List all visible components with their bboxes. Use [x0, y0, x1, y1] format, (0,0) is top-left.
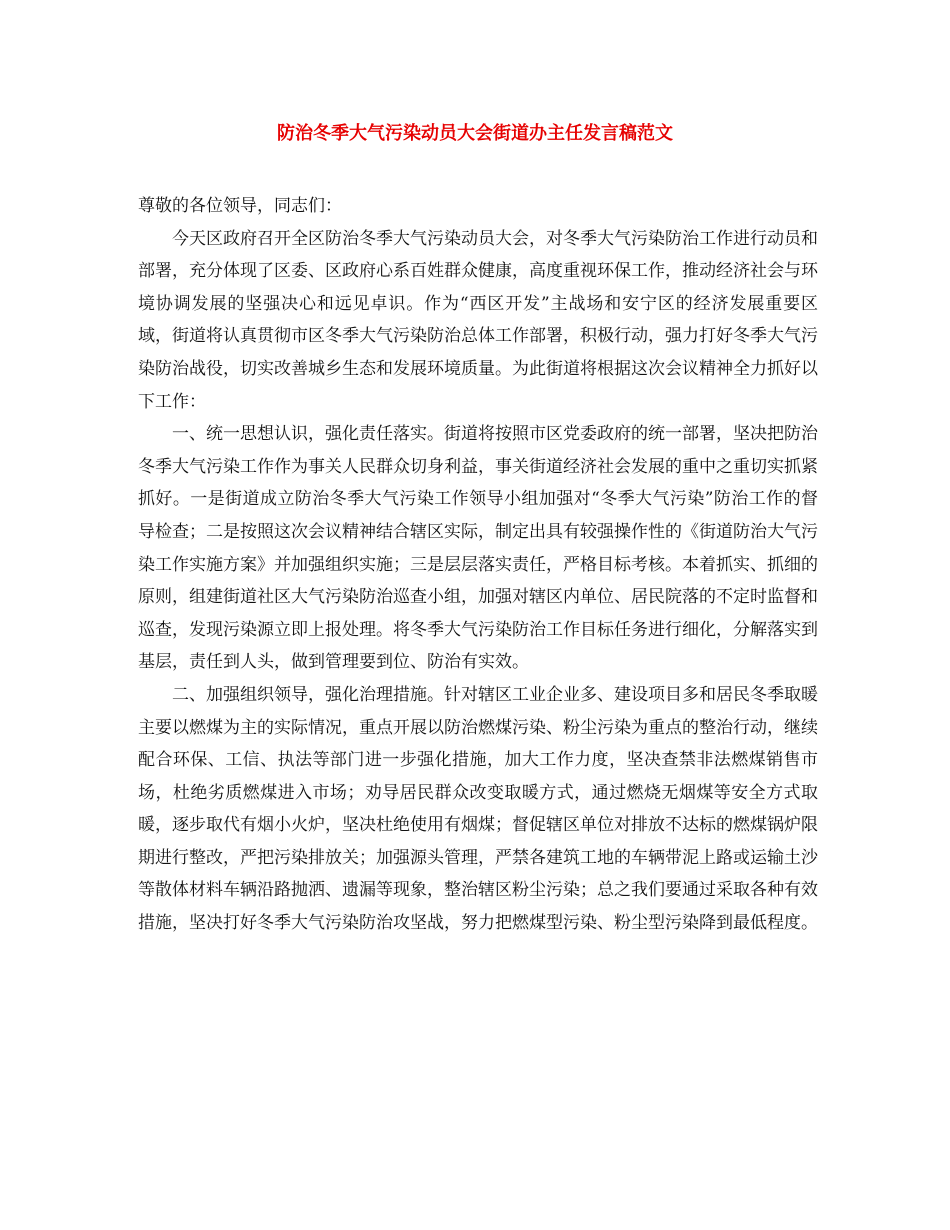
document-title: 防治冬季大气污染动员大会街道办主任发言稿范文: [277, 123, 673, 144]
paragraph-section-two: 二、加强组织领导，强化治理措施。针对辖区工业企业多、建设项目多和居民冬季取暖主要以燃煤为主的实际情况，重点开展以防治燃煤污染、粉尘污染为重点的整治行动，继续配合环保、工信、执法等部门进一步强化措施，加大工作力度，坚决查禁非法燃煤销售市场，杜绝劣质燃煤进入市场；劝导居民群众改变取暖方式，通过燃烧无烟煤等安全方式取暖，逐步取代有烟小火炉，坚决杜绝使用有烟煤；督促辖区单位对排放不达标的燃煤锅炉限期进行整改，严把污染排放关；加强源头管理，严禁各建筑工地的车辆带泥上路或运输土沙等散体材料车辆沿路抛洒、遗漏等现象，整治辖区粉尘污染；总之我们要通过采取各种有效措施，坚决打好冬季大气污染防治攻坚战，努力把燃煤型污染、粉尘型污染降到最低程度。: [138, 684, 818, 934]
paragraph-intro: 今天区政府召开全区防治冬季大气污染动员大会，对冬季大气污染防治工作进行动员和部署，充分体现了区委、区政府心系百姓群众健康，高度重视环保工作，推动经济社会与环境协调发展的坚强决心和远见卓识。作为“西区开发”主战场和安宁区的经济发展重要区域，街道将认真贯彻市区冬季大气污染防治总体工作部署，积极行动，强力打好冬季大气污染防治战役，切实改善城乡生态和发展环境质量。为此街道将根据这次会议精神全力抓好以下工作：: [138, 228, 818, 412]
paragraph-section-one: 一、统一思想认识，强化责任落实。街道将按照市区党委政府的统一部署，坚决把防治冬季大气污染工作作为事关人民群众切身利益，事关街道经济社会发展的重中之重切实抓紧抓好。一是街道成立防治冬季大气污染工作领导小组加强对“冬季大气污染”防治工作的督导检查；二是按照这次会议精神结合辖区实际，制定出具有较强操作性的《街道防治大气污染工作实施方案》并加强组织实施；三是层层落实责任，严格目标考核。本着抓实、抓细的原则，组建街道社区大气污染防治巡查小组，加强对辖区内单位、居民院落的不定时监督和巡查，发现污染源立即上报处理。将冬季大气污染防治工作目标任务进行细化，分解落实到基层，责任到人头，做到管理要到位、防治有实效。: [138, 424, 818, 673]
salutation: 尊敬的各位领导，同志们：: [138, 196, 342, 216]
document-body: [138, 190, 818, 940]
